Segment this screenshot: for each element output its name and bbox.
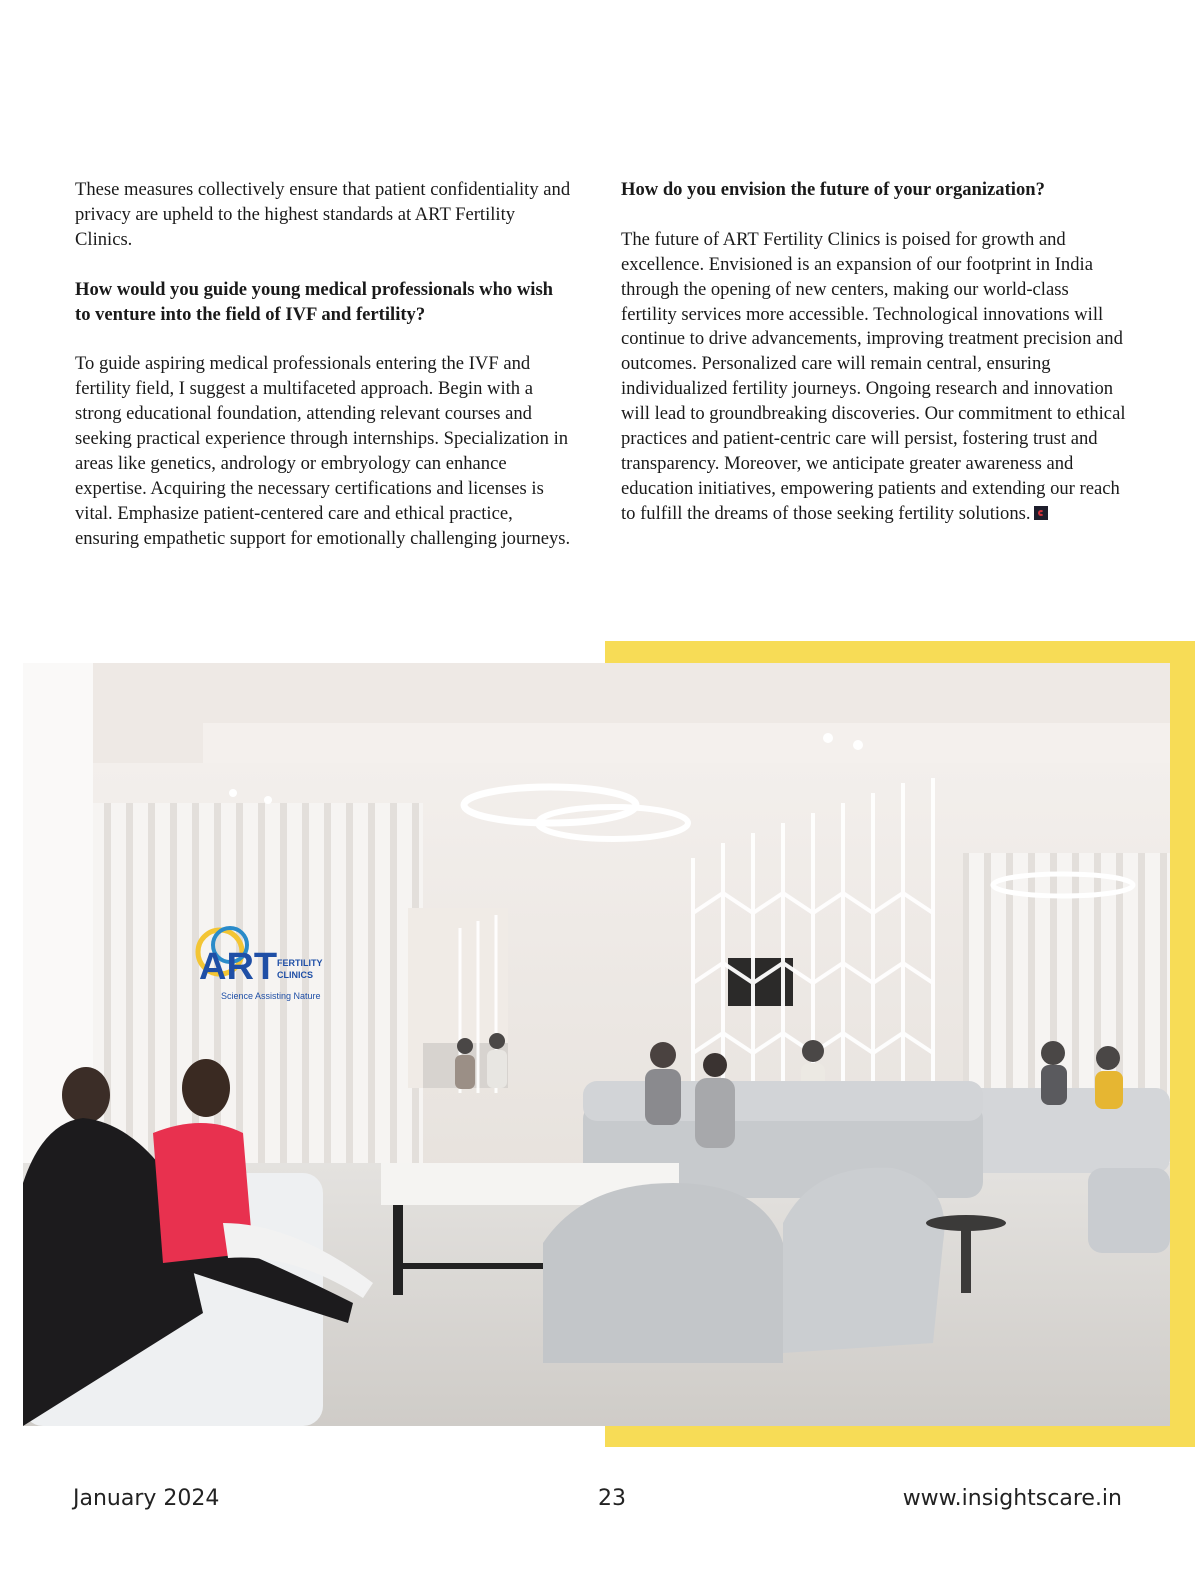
answer-paragraph: The future of ART Fertility Clinics is poised for growth and excellence. Envisioned is an expansion of our footprint in India through the opening of new centers, making our world-class fertility services more accessible. Technological innovations will continue to drive advancements, improving treatment precision and outcomes. Personalized care will remain central, ensuring individualized fertility journeys. Ongoing research and innovation will lead to groundbreaking discoveries. Our commitment to ethical practices and patient-centric care will persist, fostering trust and transparency. Moreover, we anticipate greater awareness and education initiatives, empowering patients and extending our reach to fulfill the dreams of those seeking fertility solutions. — [621, 228, 1126, 524]
footer-website[interactable]: www.insightscare.in — [902, 1486, 1122, 1511]
question-heading: How would you guide young medical professionals who wish to venture into the field of IVF and fertility? — [75, 278, 554, 325]
question-heading: How do you envision the future of your organization? — [621, 179, 1045, 200]
page-number: 23 — [598, 1486, 626, 1511]
logo-sub-2: CLINICS — [277, 970, 313, 980]
end-mark-icon — [1034, 506, 1048, 520]
logo-text: ART — [199, 946, 278, 988]
clinic-lounge-photo — [23, 663, 1170, 1426]
logo-tagline: Science Assisting Nature — [221, 991, 321, 1001]
answer-paragraph: To guide aspiring medical professionals entering the IVF and fertility field, I suggest a multifaceted approach. Begin with a strong educational foundation, attending relevant courses and seeking practical experience through internships. Specialization in areas like genetics, andrology or embryology can enhance expertise. Acquiring the necessary certifications and licenses is vital. Emphasize patient-centered care and ethical practice, ensuring empathetic support for emotionally challenging journeys. — [75, 353, 571, 549]
left-column — [75, 178, 571, 576]
right-column — [621, 178, 1126, 552]
paragraph: These measures collectively ensure that patient confidentiality and privacy are upheld to the highest standards at ART Fertility Clinics. — [75, 179, 571, 250]
footer-date: January 2024 — [73, 1486, 220, 1511]
logo-sub-1: FERTILITY — [277, 958, 323, 968]
answer-paragraph-wrap — [621, 228, 1126, 527]
